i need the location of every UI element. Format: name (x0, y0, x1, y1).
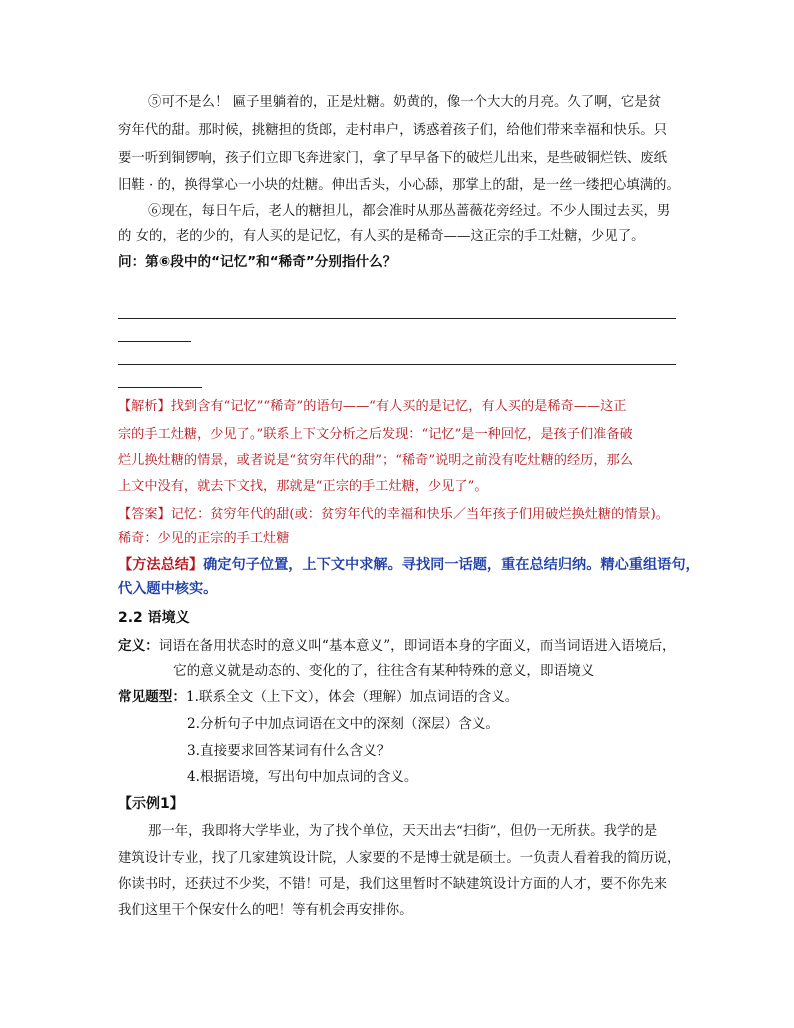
method-text: 确定句子位置，上下文中求解。寻找同一话题，重在总结归纳。精心重组语句， (203, 557, 700, 573)
analysis-line: 上文中没有，就去下文找，那就是“正宗的手工灶糖，少见了”。 (118, 479, 488, 494)
example-line: 我们这里干个保安什么的吧！等有机会再安排你。 (118, 903, 413, 918)
example-line: 那一年，我即将大学毕业，为了找个单位，天天出去“扫街”，但仍一无所获。我学的是 (148, 824, 658, 839)
question-types-line (118, 688, 518, 706)
definition-line (118, 637, 676, 655)
passage-line: 要一听到铜锣响，孩子们立即飞奔进家门，拿了早早备下的破烂儿出来，是些破铜烂铁、废纸 (118, 151, 668, 166)
method-tag: 【方法总结】 (118, 557, 204, 573)
analysis-line: 烂儿换灶糖的情景，或者说是“贫穷年代的甜”；“稀奇”说明之前没有吃灶糖的经历，那么 (118, 453, 633, 468)
passage-line: ⑤可不是么！ 匾子里躺着的，正是灶糖。奶黄的，像一个大大的月亮。久了啊，它是贫 (148, 95, 662, 110)
method-summary (118, 556, 700, 574)
example-title: 【示例1】 (118, 796, 184, 812)
answer-blank-line[interactable] (118, 341, 191, 342)
question-type-item: 1.联系全文（上下文），体会（理解）加点词语的含义。 (185, 689, 519, 705)
method-text-cont: 代入题中核实。 (118, 581, 218, 597)
example-line: 建筑设计专业，找了几家建筑设计院，人家要的不是博士就是硕士。一负责人看着我的简历说， (118, 851, 681, 866)
analysis-line: 宗的手工灶糖，少见了。”联系上下文分析之后发现：“记忆”是一种回忆，是孩子们准备破 (118, 427, 633, 442)
passage-line: 旧鞋 · 的，换得掌心一小块的灶糖。伸出舌头，小心舔，那掌上的甜，是一丝一缕把心填满的。 (118, 178, 680, 193)
question-type-item: 2.分析句子中加点词语在文中的深刻（深层）含义。 (187, 716, 500, 732)
question-type-item: 4.根据语境，写出句中加点词的含义。 (187, 769, 418, 785)
definition-label: 定义： (118, 638, 159, 654)
question-text: 问：第⑥段中的“记忆”和“稀奇”分别指什么？ (118, 254, 397, 270)
answer-line: 【答案】记忆：贫穷年代的甜(或：贫穷年代的幸福和快乐／当年孩子们用破烂换灶糖的情景)。 (118, 507, 669, 522)
answer-line: 稀奇：少见的正宗的手工灶糖 (118, 531, 290, 546)
definition-text: 词语在备用状态时的意义叫“基本意义”，即词语本身的字面义，而当词语进入语境后， (158, 638, 676, 654)
passage-line: 的 女的，老的少的，有人买的是记忆，有人买的是稀奇——这正宗的手工灶糖，少见了。 (118, 229, 645, 244)
answer-blank-line[interactable] (118, 364, 676, 365)
section-heading: 2.2 语境义 (118, 610, 190, 626)
question-types-label: 常见题型： (118, 689, 186, 705)
example-line: 你读书时，还获过不少奖，不错！可是，我们这里暂时不缺建筑设计方面的人才，要不你先来 (118, 877, 668, 892)
question-type-item: 3.直接要求回答某词有什么含义？ (187, 743, 391, 759)
passage-line: ⑥现在，每日午后，老人的糖担儿，都会准时从那丛蔷薇花旁经过。不少人围过去买，男 (148, 204, 671, 219)
answer-blank-line[interactable] (118, 318, 676, 319)
definition-line-cont: 它的意义就是动态的、变化的了，往往含有某种特殊的意义，即语境义 (173, 663, 595, 679)
passage-line: 穷年代的甜。那时候，挑糖担的货郎，走村串户，诱惑着孩子们，给他们带来幸福和快乐。只 (118, 123, 668, 138)
analysis-line: 【解析】找到含有“记忆”“稀奇”的语句——“有人买的是记忆，有人买的是稀奇——这正 (118, 399, 627, 414)
answer-blank-line[interactable] (118, 387, 202, 388)
